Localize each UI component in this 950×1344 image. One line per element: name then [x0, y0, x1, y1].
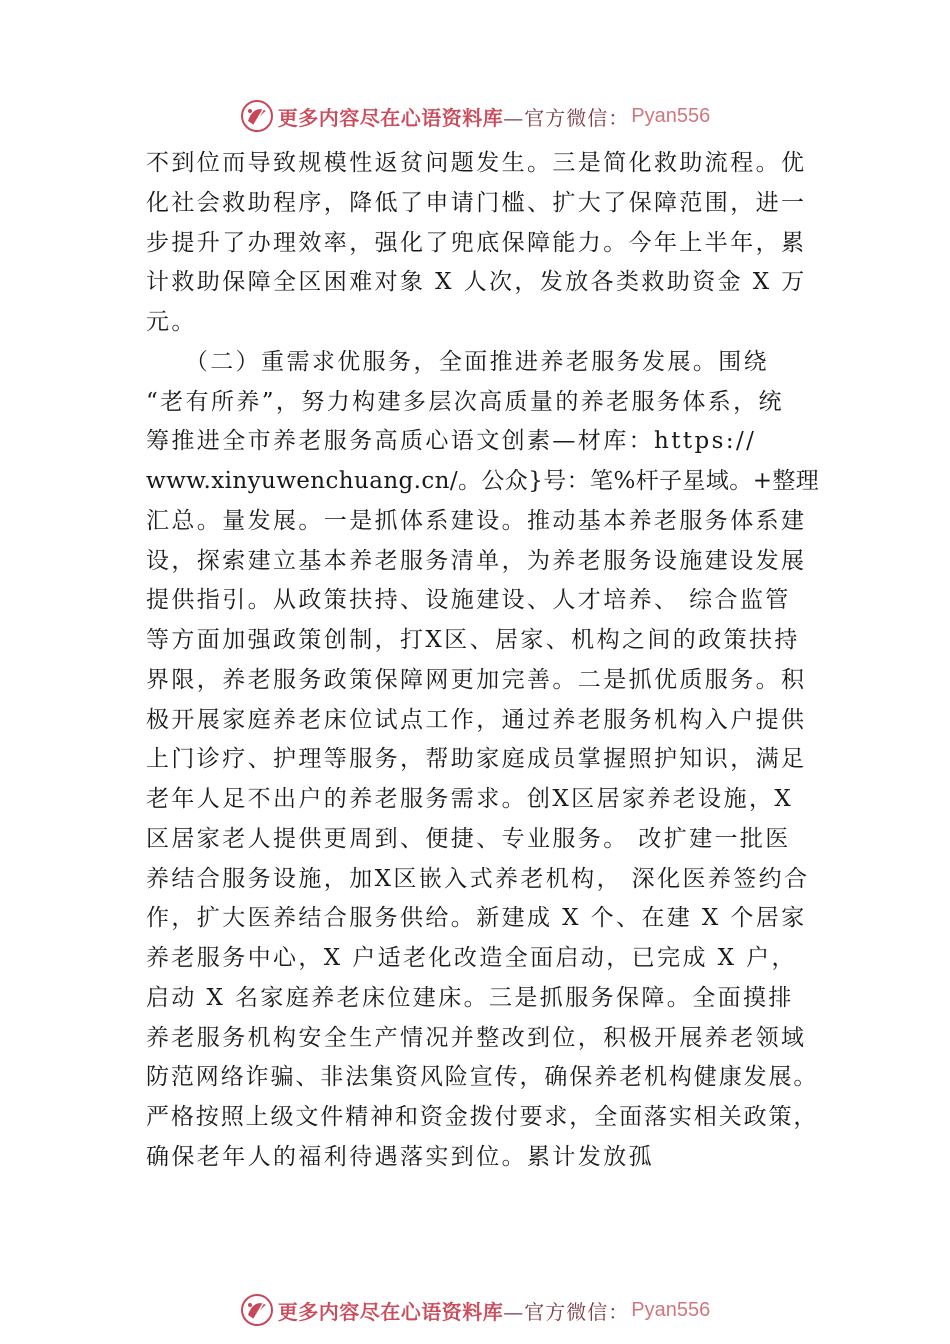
- watermark-sub-text: —官方微信：: [503, 105, 630, 130]
- body-line: 等方面加强政策创制，打X区、居家、机构之间的政策扶持: [146, 627, 800, 653]
- watermark-main-text: 更多内容尽在心语资料库: [277, 1299, 504, 1324]
- body-line: 养老服务机构安全生产情况并整改到位，积极开展养老领域: [146, 1024, 807, 1051]
- body-line: 界限，养老服务政策保障网更加完善。二是抓优质服务。积: [146, 666, 807, 693]
- body-line: 汇总。量发展。一是抓体系建设。推动基本养老服务体系建: [146, 507, 807, 534]
- body-line: 不到位而导致规模性返贫问题发生。三是简化救助流程。优: [146, 150, 807, 176]
- body-line: 化社会救助程序，降低了申请门槛、扩大了保障范围，进一: [146, 189, 807, 216]
- body-line: www.xinyuwenchuang.cn/。公众}号：笔%杆子星域。+整理: [146, 468, 820, 494]
- body-line: 筹推进全市养老服务高质心语文创素—材库：https://: [146, 428, 757, 455]
- brand-logo-icon: [240, 99, 274, 133]
- watermark-wechat-id: Pyan556: [631, 1298, 711, 1321]
- header-watermark: [0, 96, 950, 136]
- body-line: 提供指引。从政策扶持、设施建设、人才培养、 综合监管: [146, 587, 791, 614]
- body-line: 启动 X 名家庭养老床位建床。三是抓服务保障。全面摸排: [146, 984, 794, 1011]
- section-heading-line: （二）重需求优服务，全面推进养老服务发展。围绕: [146, 348, 770, 375]
- footer-watermark: [0, 1290, 950, 1330]
- body-line: 区居家老人提供更周到、便捷、专业服务。 改扩建一批医: [146, 825, 791, 852]
- body-line: 严格按照上级文件精神和资金拨付要求，全面落实相关政策，: [146, 1104, 819, 1130]
- body-line: 确保老年人的福利待遇落实到位。累计发放孤: [146, 1143, 654, 1170]
- body-line: 老年人足不出户的养老服务需求。创X区居家养老设施，X: [146, 786, 794, 812]
- body-line: 极开展家庭养老床位试点工作，通过养老服务机构入户提供: [146, 706, 807, 733]
- body-line: 步提升了办理效率，强化了兜底保障能力。今年上半年，累: [146, 229, 807, 256]
- body-line: 防范网络诈骗、非法集资风险宣传，确保养老机构健康发展。: [146, 1064, 819, 1091]
- body-line: 上门诊疗、护理等服务，帮助家庭成员掌握照护知识，满足: [146, 746, 807, 773]
- brand-logo-icon: [240, 1293, 274, 1327]
- body-line: 设，探索建立基本养老服务清单，为养老服务设施建设发展: [146, 547, 807, 574]
- document-body: [146, 144, 836, 1178]
- watermark-wechat-id: Pyan556: [631, 104, 711, 127]
- body-line: 养结合服务设施，加X区嵌入式养老机构， 深化医养签约合: [146, 865, 810, 892]
- body-line: 计救助保障全区困难对象 X 人次，发放各类救助资金 X 万: [146, 269, 807, 296]
- watermark-sub-text: —官方微信：: [503, 1299, 630, 1324]
- body-line: “老有所养”，努力构建多层次高质量的养老服务体系，统: [146, 388, 784, 415]
- body-line: 作，扩大医养结合服务供给。新建成 X 个、在建 X 个居家: [146, 905, 807, 932]
- body-line: 养老服务中心，X 户适老化改造全面启动，已完成 X 户，: [146, 945, 797, 971]
- watermark-main-text: 更多内容尽在心语资料库: [277, 105, 504, 130]
- body-line: 元。: [146, 309, 197, 335]
